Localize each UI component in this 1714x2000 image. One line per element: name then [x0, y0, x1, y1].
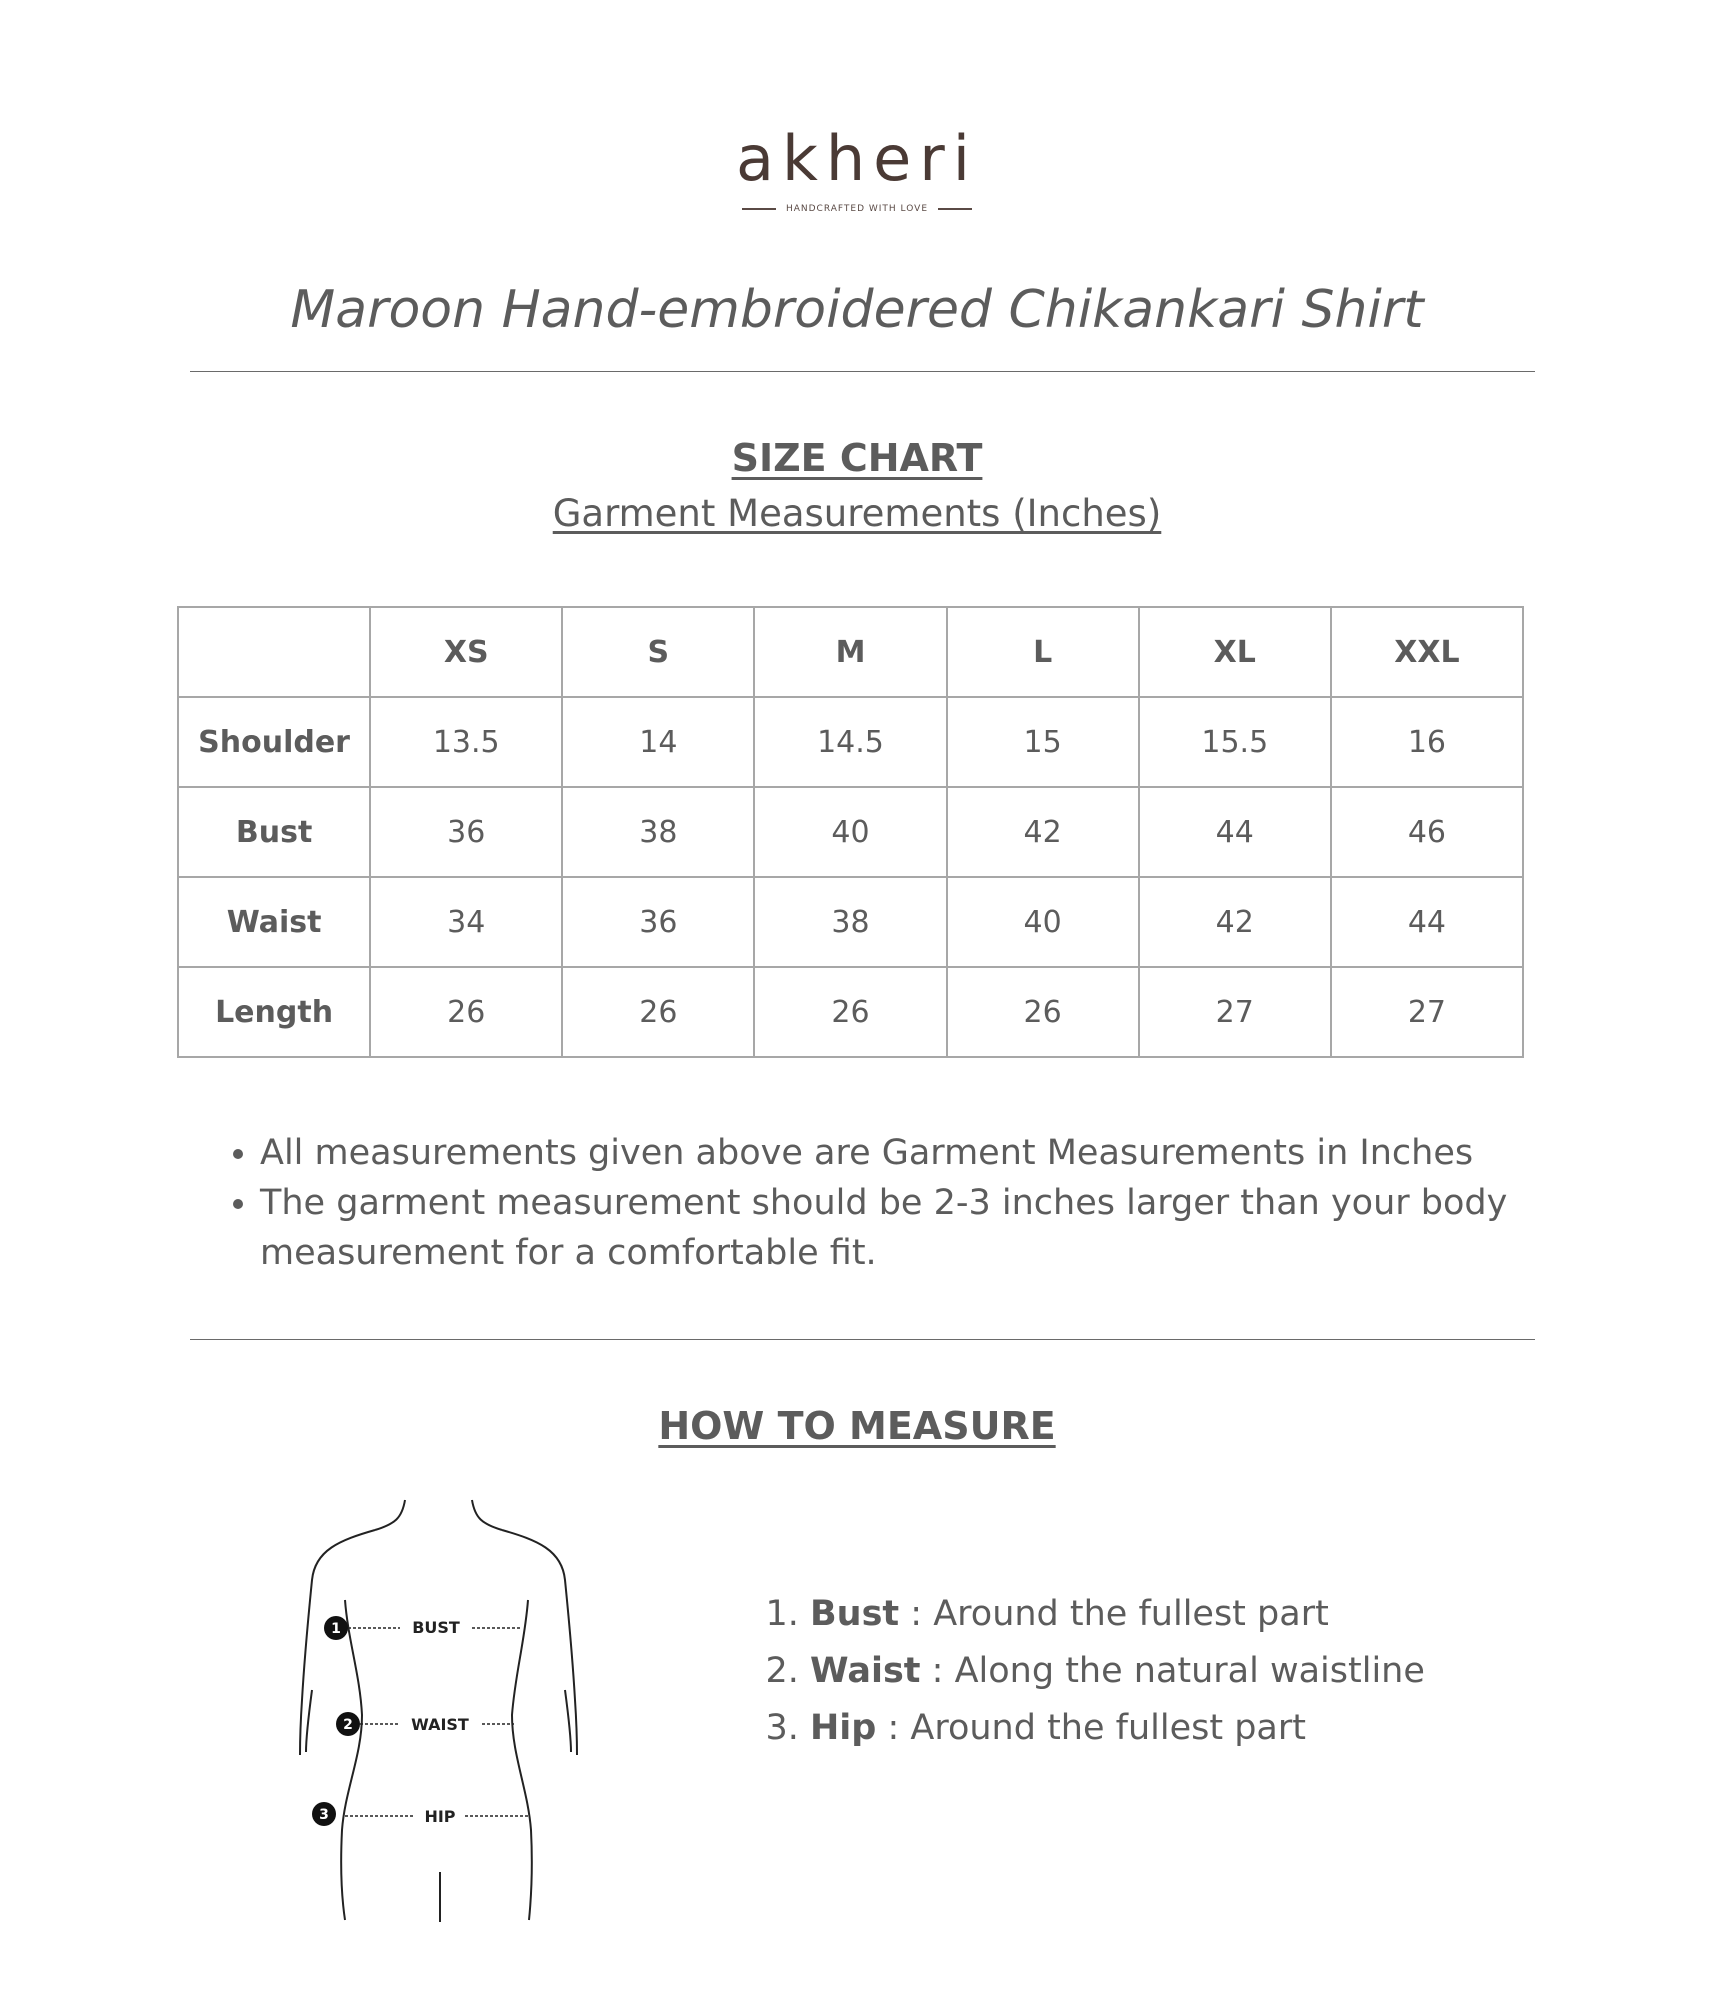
- left-inner-arm: [306, 1690, 312, 1752]
- torso-right-line: [512, 1600, 532, 1920]
- table-header-cell: XXL: [1331, 607, 1523, 697]
- step-item: [810, 1586, 1710, 1643]
- table-cell: 38: [754, 877, 946, 967]
- tagline-rule-right: [938, 208, 972, 210]
- table-cell: 26: [562, 967, 754, 1057]
- marker-3-number: 3: [319, 1807, 329, 1823]
- row-label: Bust: [178, 787, 370, 877]
- table-cell: 42: [947, 787, 1139, 877]
- step-item: [810, 1700, 1710, 1757]
- table-row: [178, 877, 1523, 967]
- right-inner-arm: [565, 1690, 571, 1752]
- table-header-cell: [178, 607, 370, 697]
- brand-tagline: HANDCRAFTED WITH LOVE: [785, 204, 929, 214]
- waist-label: WAIST: [411, 1715, 469, 1734]
- table-cell: 40: [754, 787, 946, 877]
- notes-list: [220, 1128, 1560, 1278]
- torso-left-line: [341, 1600, 362, 1920]
- how-to-measure-heading: HOW TO MEASURE: [658, 1404, 1056, 1448]
- row-label: Shoulder: [178, 697, 370, 787]
- marker-2-number: 2: [343, 1717, 353, 1733]
- table-cell: 38: [562, 787, 754, 877]
- table-cell: 27: [1331, 967, 1523, 1057]
- row-label: Length: [178, 967, 370, 1057]
- table-header-cell: M: [754, 607, 946, 697]
- wordmark-text: akheri: [735, 122, 979, 195]
- table-header-cell: XL: [1139, 607, 1331, 697]
- table-header-cell: S: [562, 607, 754, 697]
- note-item: • All measurements given above are Garment Measurements in Inches: [260, 1128, 1560, 1178]
- bust-label: BUST: [412, 1618, 460, 1637]
- product-title: Maroon Hand-embroidered Chikankari Shirt: [290, 280, 1424, 340]
- brand-tagline-row: [0, 204, 1714, 214]
- table-cell: 36: [562, 877, 754, 967]
- table-cell: 44: [1139, 787, 1331, 877]
- table-header-cell: L: [947, 607, 1139, 697]
- table-cell: 26: [754, 967, 946, 1057]
- table-cell: 26: [947, 967, 1139, 1057]
- step-desc: : Around the fullest part: [876, 1708, 1306, 1748]
- step-desc: : Along the natural waistline: [920, 1651, 1425, 1691]
- table-cell: 14: [562, 697, 754, 787]
- table-cell: 44: [1331, 877, 1523, 967]
- divider-bottom: [190, 1339, 1535, 1340]
- note-item: • The garment measurement should be 2-3 inches larger than your body measurement for a comfortable fit.: [260, 1178, 1560, 1278]
- neck-right-line: [472, 1500, 502, 1530]
- table-cell: 42: [1139, 877, 1331, 967]
- step-name: Waist: [810, 1651, 921, 1691]
- marker-1-number: 1: [331, 1621, 341, 1637]
- row-label: Waist: [178, 877, 370, 967]
- hip-label: HIP: [424, 1807, 456, 1826]
- table-cell: 15.5: [1139, 697, 1331, 787]
- table-cell: 13.5: [370, 697, 562, 787]
- table-cell: 16: [1331, 697, 1523, 787]
- neck-left-line: [375, 1500, 405, 1530]
- table-cell: 27: [1139, 967, 1331, 1057]
- step-name: Hip: [810, 1708, 877, 1748]
- step-name: Bust: [810, 1594, 900, 1634]
- table-cell: 36: [370, 787, 562, 877]
- table-cell: 15: [947, 697, 1139, 787]
- table-cell: 26: [370, 967, 562, 1057]
- size-chart-heading: SIZE CHART: [731, 436, 983, 480]
- right-arm-line: [502, 1530, 577, 1755]
- table-cell: 14.5: [754, 697, 946, 787]
- table-row: [178, 697, 1523, 787]
- step-item: [810, 1643, 1710, 1700]
- table-cell: 46: [1331, 787, 1523, 877]
- body-measure-figure: [290, 1490, 600, 1930]
- divider-top: [190, 371, 1535, 372]
- size-chart-subheading: Garment Measurements (Inches): [552, 492, 1162, 535]
- table-row: [178, 967, 1523, 1057]
- brand-logo: [0, 122, 1714, 214]
- table-row: [178, 787, 1523, 877]
- size-table: [177, 606, 1524, 1058]
- tagline-rule-left: [742, 208, 776, 210]
- brand-wordmark: [0, 122, 1714, 195]
- table-header-cell: XS: [370, 607, 562, 697]
- step-desc: : Around the fullest part: [899, 1594, 1329, 1634]
- table-cell: 34: [370, 877, 562, 967]
- table-cell: 40: [947, 877, 1139, 967]
- table-header-row: [178, 607, 1523, 697]
- measure-steps: [760, 1586, 1710, 1757]
